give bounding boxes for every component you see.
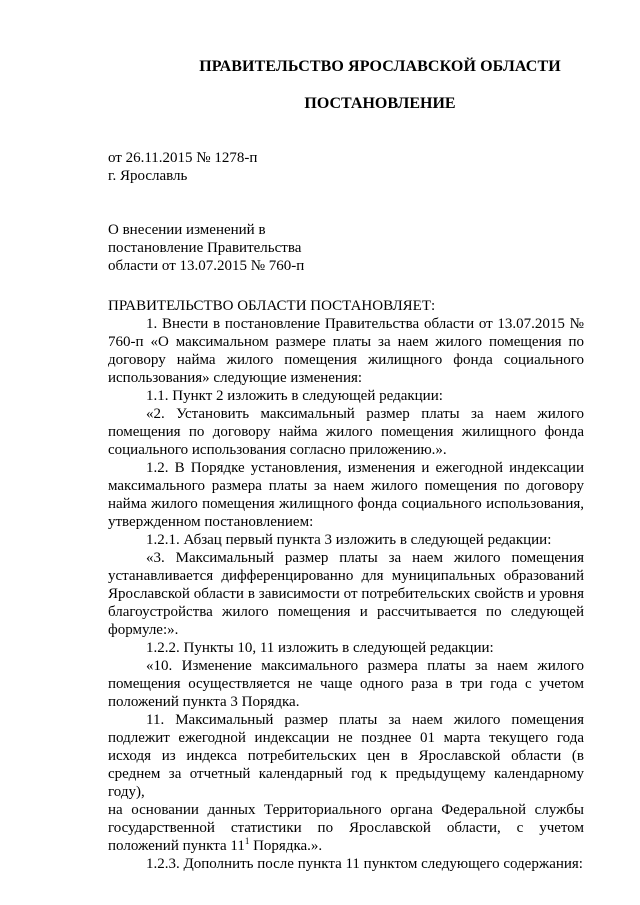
paragraph-1-2-2-quote: «10. Изменение максимального размера платы за наем жилого помещения осуществляется не чаще одного раза в три года с учетом положений пункта 3 Порядка. (108, 658, 584, 710)
paragraph-11-text: на основании данных Территориального органа Федеральной службы государственной статистики по Ярославской области, с учетом положений пункта 11 (108, 802, 584, 854)
paragraph-1-2-2: 1.2.2. Пункты 10, 11 изложить в следующей редакции: (146, 640, 494, 656)
paragraph-1: 1. Внести в постановление Правительства области от 13.07.2015 № 760-п «О максимальном размере платы за наем жилого помещения по договору найма жилого помещения жилищного фонда социального использования» следующие изменения: (108, 316, 584, 386)
paragraph-11-end: Порядка.». (249, 838, 323, 854)
document-subject (108, 221, 304, 275)
paragraph-1-1: 1.1. Пункт 2 изложить в следующей редакции: (146, 388, 443, 404)
date-number: от 26.11.2015 № 1278-п (108, 150, 258, 166)
paragraph-11-part-a: 11. Максимальный размер платы за наем жилого помещения подлежит ежегодной индексации не позднее 01 марта текущего года исходя из индекса потребительских цен в Ярославской области (в среднем за отчетный календарный год к предыдущему календарному году), (108, 712, 584, 800)
paragraph-1-2-1: 1.2.1. Абзац первый пункта 3 изложить в следующей редакции: (146, 532, 552, 548)
document-meta (108, 149, 257, 185)
document-body (108, 297, 584, 873)
subject-line: О внесении изменений в (108, 222, 266, 238)
superscript-mark: 1 (244, 836, 250, 846)
subject-line: постановление Правительства (108, 240, 302, 256)
paragraph-1-2-3: 1.2.3. Дополнить после пункта 11 пунктом следующего содержания: (146, 856, 583, 872)
paragraph-1-1-quote: «2. Установить максимальный размер платы за наем жилого помещения по договору найма жилого помещения жилищного фонда социального использования согласно приложению.». (108, 406, 584, 458)
city: г. Ярославль (108, 168, 188, 184)
paragraph-1-2-1-quote: «3. Максимальный размер платы за наем жилого помещения устанавливается дифференцированно для муниципальных образований Ярославской области в зависимости от потребительских свойств и уровня благоустройства жилого помещения и рассчитывается по следующей формуле:». (108, 550, 584, 638)
paragraph-11-part-b (108, 801, 584, 855)
organization-heading: ПРАВИТЕЛЬСТВО ЯРОСЛАВСКОЙ ОБЛАСТИ (199, 58, 561, 75)
subject-line: области от 13.07.2015 № 760-п (108, 258, 305, 274)
resolution-intro: ПРАВИТЕЛЬСТВО ОБЛАСТИ ПОСТАНОВЛЯЕТ: (108, 298, 436, 314)
paragraph-1-2: 1.2. В Порядке установления, изменения и ежегодной индексации максимального размера платы за наем жилого помещения по договору найма жилого помещения жилищного фонда социального использования, утвержденном постановлением: (108, 460, 584, 530)
document-type-heading: ПОСТАНОВЛЕНИЕ (304, 95, 456, 112)
